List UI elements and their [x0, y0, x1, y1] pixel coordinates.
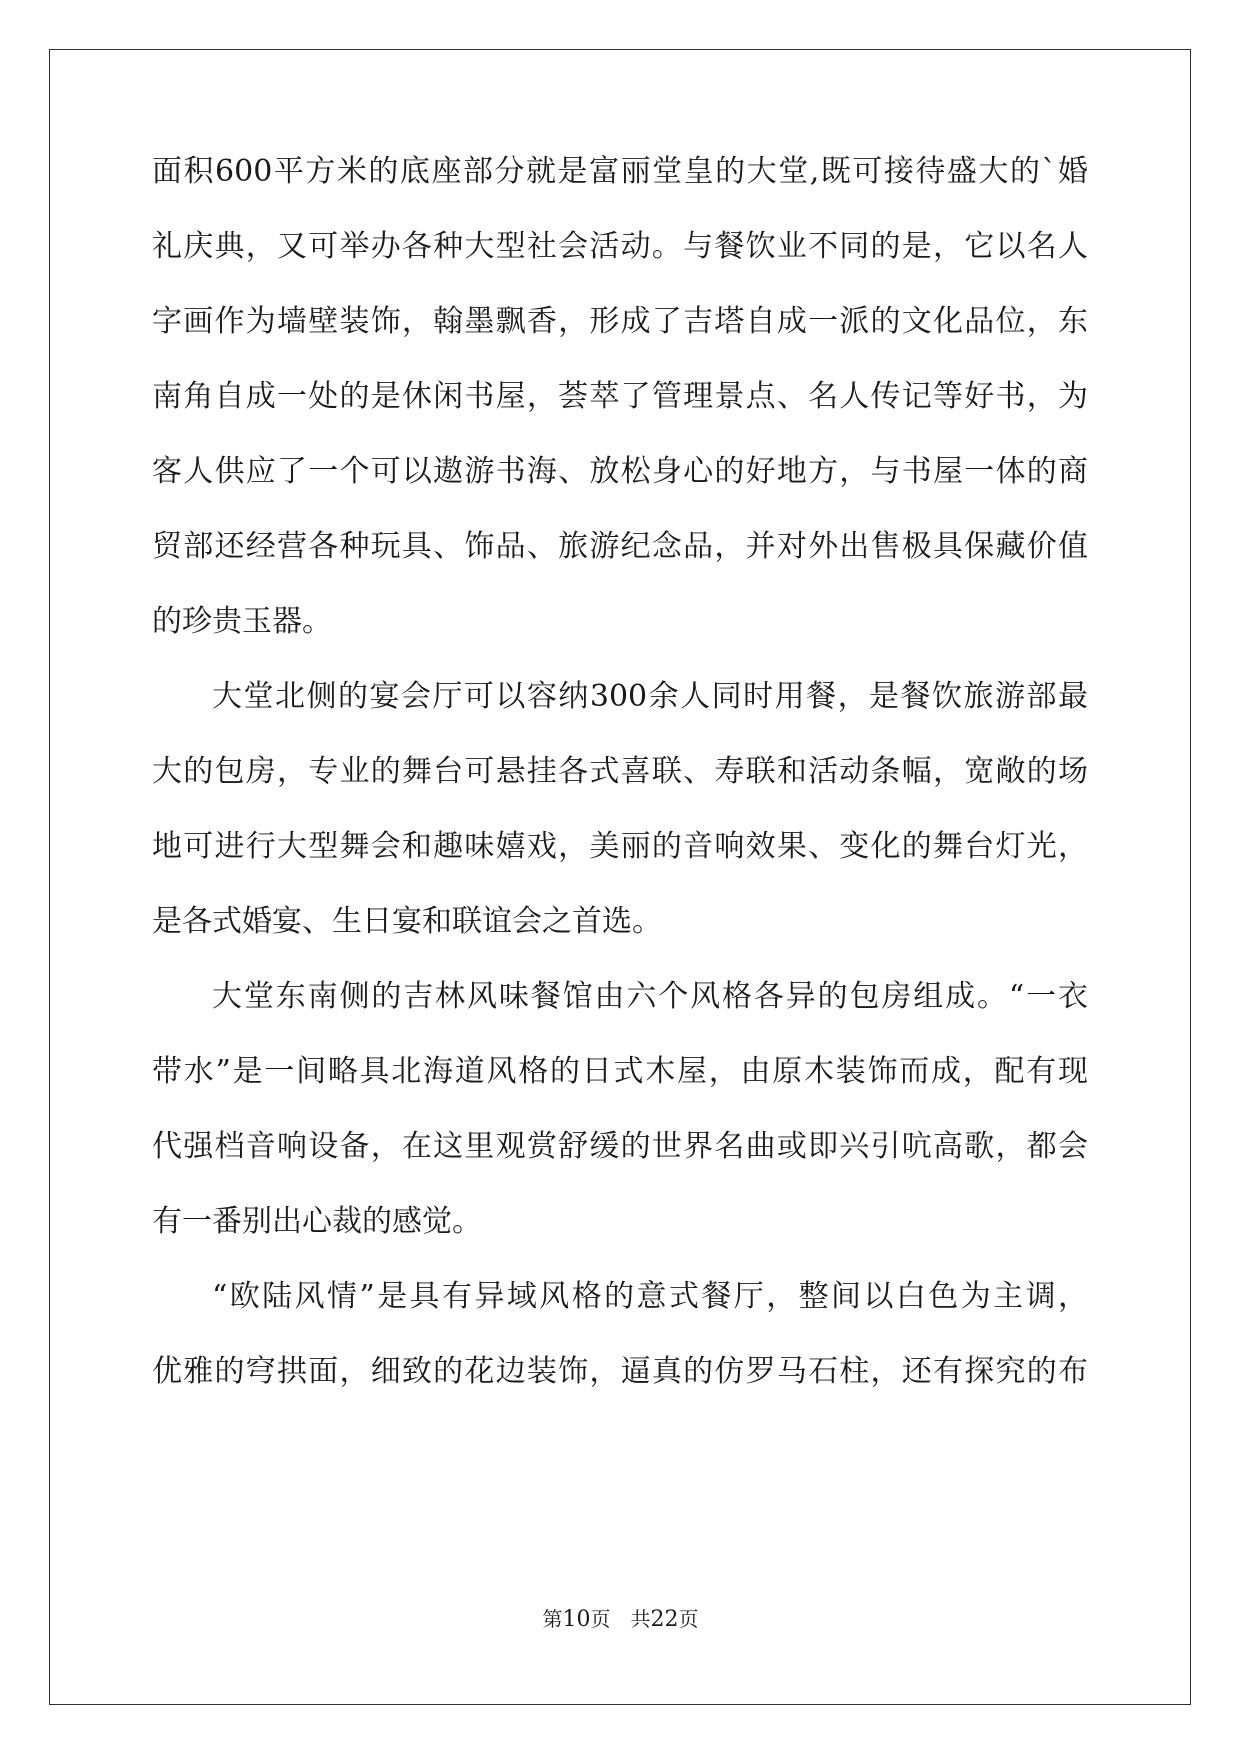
page-border [49, 49, 1191, 1705]
current-page-number: 10 [562, 1607, 591, 1632]
text-line: 字画作为墙壁装饰，翰墨飘香，形成了吉塔自成一派的文化品位，东 [152, 304, 1088, 339]
text-line: 有一番别出心裁的感觉。 [152, 1204, 482, 1239]
footer-suffix: 页 [678, 1607, 699, 1631]
paragraph-first-line: 大堂东南侧的吉林风味餐馆由六个风格各异的包房组成。“一衣 [212, 979, 1088, 1014]
text-line: 客人供应了一个可以遨游书海、放松身心的好地方，与书屋一体的商 [152, 454, 1088, 489]
paragraph-first-line: 大堂北侧的宴会厅可以容纳300余人同时用餐，是餐饮旅游部最 [212, 679, 1088, 714]
text-line: 面积600平方米的底座部分就是富丽堂皇的大堂,既可接待盛大的`婚 [152, 154, 1088, 189]
text-line: 南角自成一处的是休闲书屋，荟萃了管理景点、名人传记等好书，为 [152, 379, 1088, 414]
footer-middle: 页 共 [590, 1607, 651, 1631]
text-line: 贸部还经营各种玩具、饰品、旅游纪念品，并对外出售极具保藏价值 [152, 529, 1088, 564]
text-line: 是各式婚宴、生日宴和联谊会之首选。 [152, 904, 662, 939]
text-line: 优雅的穹拱面，细致的花边装饰，逼真的仿罗马石柱，还有探究的布 [152, 1354, 1088, 1389]
paragraph-first-line: “欧陆风情”是具有异域风格的意式餐厅，整间以白色为主调， [212, 1279, 1088, 1314]
text-line: 代强档音响设备，在这里观赏舒缓的世界名曲或即兴引吭高歌，都会 [152, 1129, 1088, 1164]
text-line: 的珍贵玉器。 [152, 604, 332, 639]
footer-prefix: 第 [542, 1607, 563, 1631]
text-line: 地可进行大型舞会和趣味嬉戏，美丽的音响效果、变化的舞台灯光， [152, 829, 1088, 864]
page-footer [0, 1606, 1241, 1633]
text-line: 礼庆典，又可举办各种大型社会活动。与餐饮业不同的是，它以名人 [152, 229, 1088, 264]
text-line: 大的包房，专业的舞台可悬挂各式喜联、寿联和活动条幅，宽敞的场 [152, 754, 1088, 789]
total-pages-number: 22 [650, 1607, 679, 1632]
text-line: 带水”是一间略具北海道风格的日式木屋，由原木装饰而成，配有现 [152, 1054, 1088, 1089]
